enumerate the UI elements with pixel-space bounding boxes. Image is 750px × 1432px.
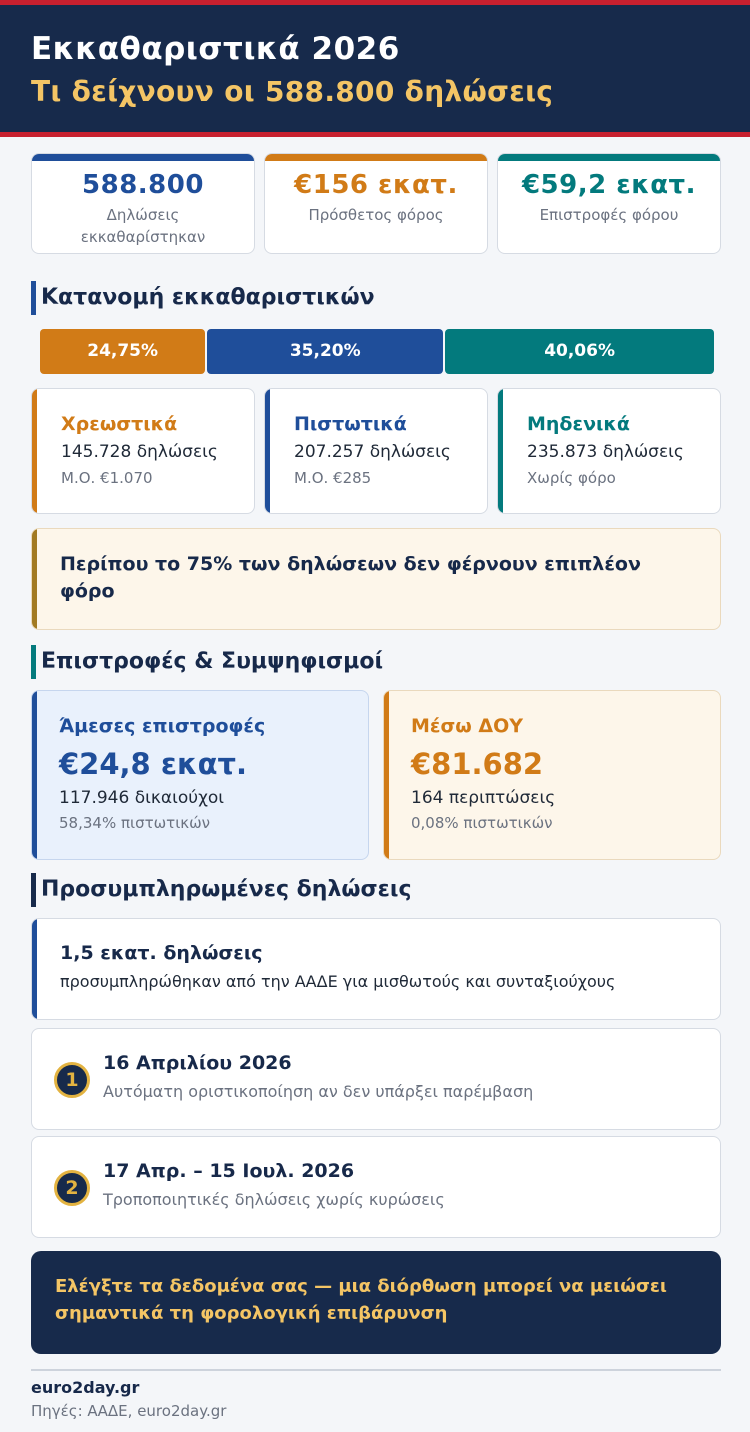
section-title-distribution: [31, 281, 375, 315]
category-card-zero: [497, 388, 721, 514]
refund-value: €81.682: [411, 747, 544, 781]
cta-text: Ελέγξτε τα δεδομένα σας — μια διόρθωση μπορεί να μειώσει σημαντικά τη φορολογική επιβάρυνση: [55, 1276, 667, 1324]
refund-count: 164 περιπτώσεις: [411, 788, 556, 808]
card-accent: [384, 691, 389, 859]
card-accent: [498, 389, 503, 513]
prefilled-summary-card: [31, 918, 721, 1020]
timeline-step: [31, 1028, 721, 1130]
kpi-value: €59,2 εκατ.: [521, 170, 697, 200]
step-description: Αυτόματη οριστικοποίηση αν δεν υπάρξει παρέμβαση: [103, 1082, 534, 1101]
section-title-text: Επιστροφές & Συμψηφισμοί: [41, 649, 384, 674]
refund-value: €24,8 εκατ.: [59, 747, 248, 781]
category-note: Μ.Ο. €1.070: [61, 469, 153, 487]
kpi-label: Επιστροφές φόρου: [539, 206, 679, 224]
segment-zero: 40,06%: [445, 329, 714, 374]
refund-note: 0,08% πιστωτικών: [411, 814, 553, 832]
segment-credit: 35,20%: [207, 329, 443, 374]
category-count: 145.728 δηλώσεις: [61, 442, 218, 462]
category-name: Χρεωστικά: [61, 413, 178, 435]
section-title-text: Προσυμπληρωμένες δηλώσεις: [41, 877, 412, 902]
header-banner: [0, 0, 750, 137]
category-name: Πιστωτικά: [294, 413, 407, 435]
category-count: 207.257 δηλώσεις: [294, 442, 451, 462]
cta-banner: [31, 1251, 721, 1354]
footer-sources: Πηγές: ΑΑΔΕ, euro2day.gr: [31, 1402, 227, 1420]
step-description: Τροποποιητικές δηλώσεις χωρίς κυρώσεις: [103, 1190, 445, 1209]
step-number-badge: 2: [54, 1170, 90, 1206]
prefilled-description: προσυμπληρώθηκαν από την ΑΑΔΕ για μισθωτούς και συνταξιούχους: [60, 972, 616, 991]
category-count: 235.873 δηλώσεις: [527, 442, 684, 462]
kpi-accent-bar: [32, 154, 254, 161]
refund-title: Άμεσες επιστροφές: [59, 715, 266, 737]
page-subtitle: Τι δείχνουν οι 588.800 δηλώσεις: [31, 75, 554, 108]
category-note: Χωρίς φόρο: [527, 469, 616, 487]
kpi-card-tax-refunds: [497, 153, 721, 254]
kpi-accent-bar: [265, 154, 487, 161]
prefilled-headline: 1,5 εκατ. δηλώσεις: [60, 942, 263, 964]
timeline-step: [31, 1136, 721, 1238]
category-card-credit: [264, 388, 488, 514]
kpi-accent-bar: [498, 154, 720, 161]
page-title: Εκκαθαριστικά 2026: [31, 31, 400, 67]
step-date: 17 Απρ. – 15 Ιουλ. 2026: [103, 1160, 355, 1182]
callout-accent: [32, 529, 37, 629]
card-accent: [32, 389, 37, 513]
step-date: 16 Απριλίου 2026: [103, 1052, 292, 1074]
section-title-refunds: [31, 645, 383, 679]
step-number-badge: 1: [54, 1062, 90, 1098]
refund-count: 117.946 δικαιούχοι: [59, 788, 225, 808]
refund-card-doy: [383, 690, 721, 860]
card-accent: [32, 691, 37, 859]
kpi-label: Πρόσθετος φόρος: [308, 206, 444, 224]
kpi-card-declarations: [31, 153, 255, 254]
kpi-value: 588.800: [82, 170, 204, 200]
callout-box: [31, 528, 721, 630]
kpi-label: Δηλώσεις εκκαθαρίστηκαν: [80, 206, 206, 246]
section-accent: [31, 873, 36, 907]
section-accent: [31, 281, 36, 315]
card-accent: [32, 919, 37, 1019]
footer-brand: euro2day.gr: [31, 1378, 140, 1397]
section-title-prefilled: [31, 873, 412, 907]
refund-title: Μέσω ΔΟΥ: [411, 715, 524, 737]
kpi-card-additional-tax: [264, 153, 488, 254]
category-note: Μ.Ο. €285: [294, 469, 372, 487]
category-card-debit: [31, 388, 255, 514]
refund-note: 58,34% πιστωτικών: [59, 814, 211, 832]
callout-text: Περίπου το 75% των δηλώσεων δεν φέρνουν επιπλέον φόρο: [60, 553, 641, 602]
kpi-value: €156 εκατ.: [294, 170, 458, 200]
footer-divider: [31, 1369, 721, 1371]
category-name: Μηδενικά: [527, 413, 630, 435]
refund-card-direct: [31, 690, 369, 860]
section-accent: [31, 645, 36, 679]
section-title-text: Κατανομή εκκαθαριστικών: [41, 285, 375, 310]
segment-debit: 24,75%: [40, 329, 205, 374]
card-accent: [265, 389, 270, 513]
